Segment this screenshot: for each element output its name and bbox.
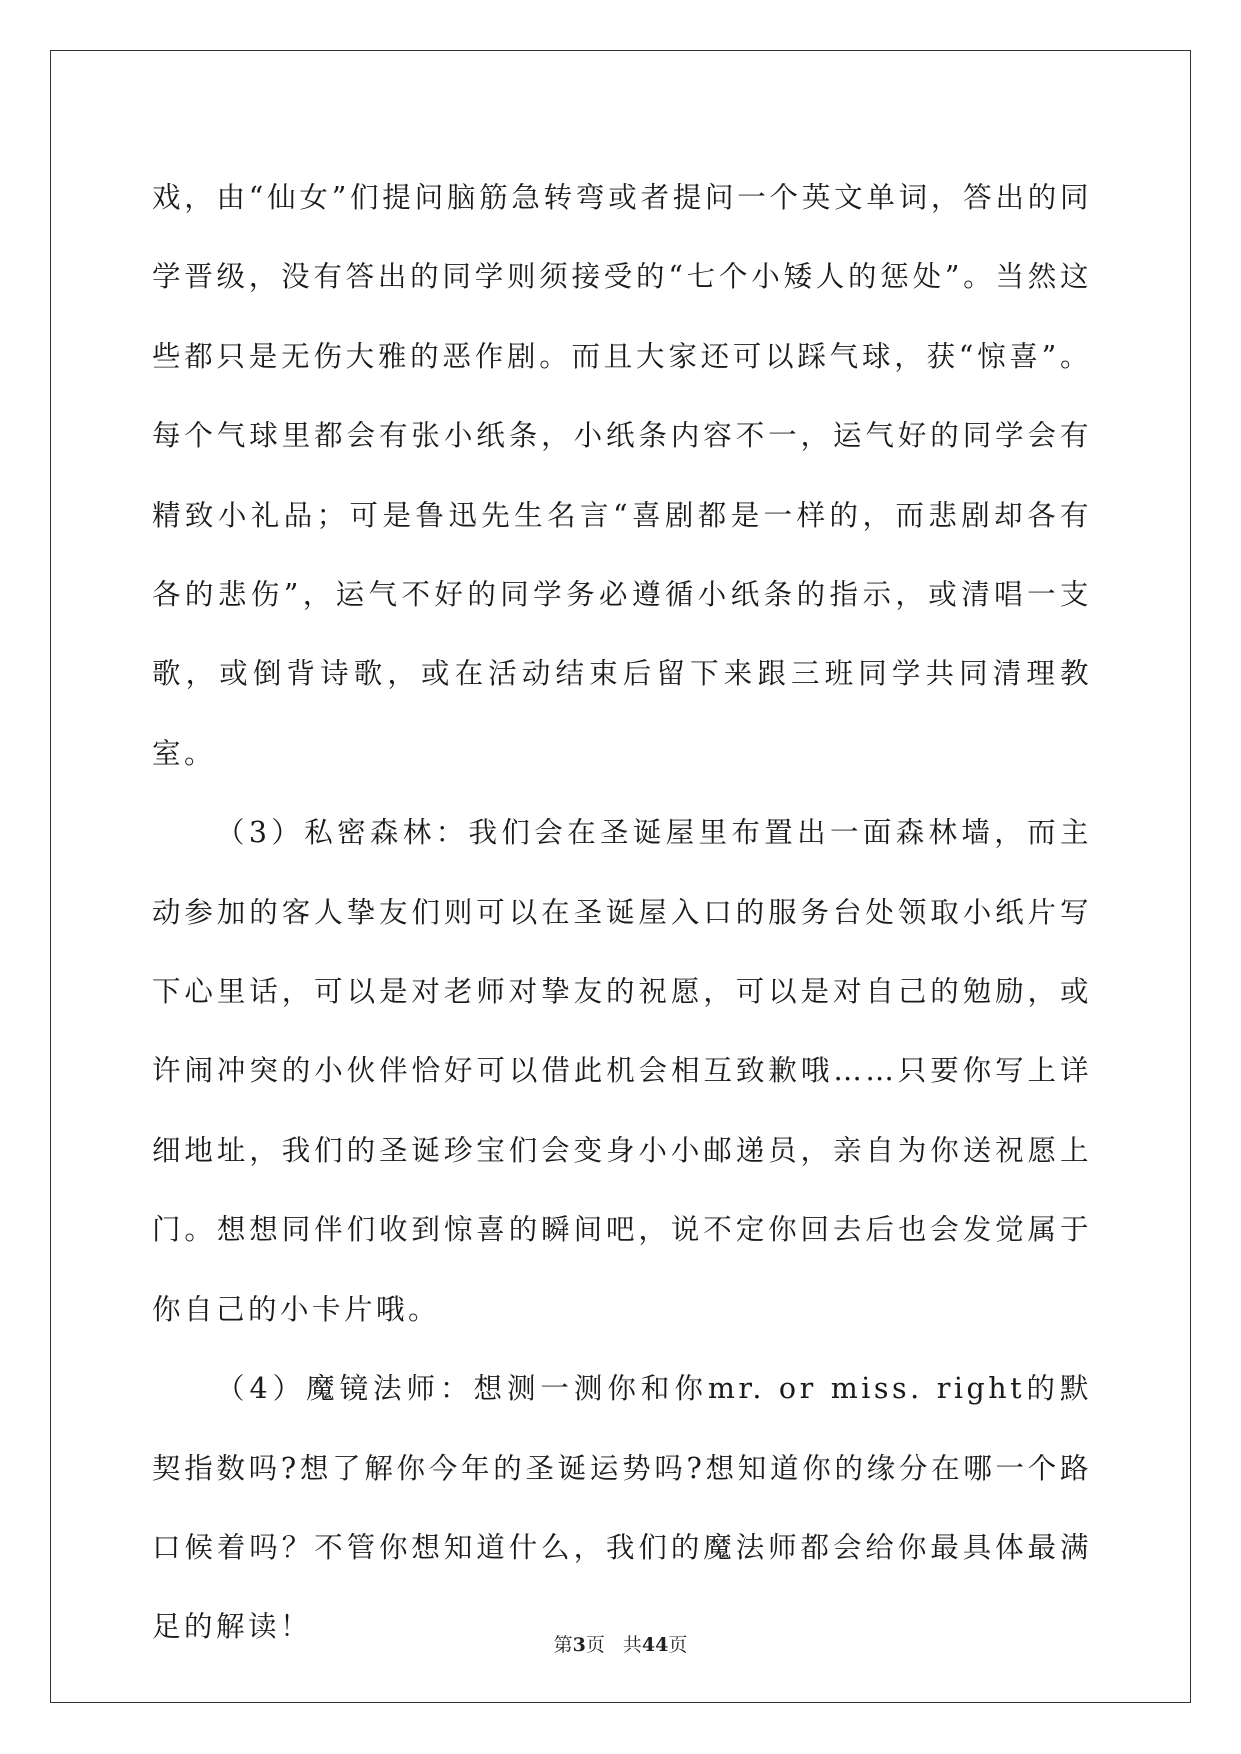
page-total-label: 共44页 xyxy=(622,1634,688,1656)
total-page-number: 44 xyxy=(641,1634,669,1656)
paragraph-2: （3）私密森林：我们会在圣诞屋里布置出一面森林墙，而主动参加的客人挚友们则可以在圣诞屋入口的服务台处领取小纸片写下心里话，可以是对老师对挚友的祝愿，可以是对自己的勉励，或许闹冲突的小伙伴恰好可以借此机会相互致歉哦……只要你写上详细地址，我们的圣诞珍宝们会变身小小邮递员，亲自为你送祝愿上门。想想同伴们收到惊喜的瞬间吧，说不定你回去后也会发觉属于你自己的小卡片哦。 xyxy=(152,816,1092,1326)
page-footer xyxy=(0,1630,1241,1657)
current-page-number: 3 xyxy=(572,1634,586,1656)
document-body xyxy=(152,158,1092,1667)
paragraph-3: （4）魔镜法师：想测一测你和你mr. or miss. right的默契指数吗?想了解你今年的圣诞运势吗?想知道你的缘分在哪一个路口候着吗？不管你想知道什么，我们的魔法师都会给你最具体最满足的解读！ xyxy=(152,1372,1092,1644)
paragraph-1: 戏，由“仙女”们提问脑筋急转弯或者提问一个英文单词，答出的同学晋级，没有答出的同学则须接受的“七个小矮人的惩处”。当然这些都只是无伤大雅的恶作剧。而且大家还可以踩气球，获“惊喜”。每个气球里都会有张小纸条，小纸条内容不一，运气好的同学会有精致小礼品；可是鲁迅先生名言“喜剧都是一样的，而悲剧却各有各的悲伤”，运气不好的同学务必遵循小纸条的指示，或清唱一支歌，或倒背诗歌，或在活动结束后留下来跟三班同学共同清理教室。 xyxy=(152,181,1092,770)
page-number-label: 第3页 xyxy=(553,1634,605,1656)
